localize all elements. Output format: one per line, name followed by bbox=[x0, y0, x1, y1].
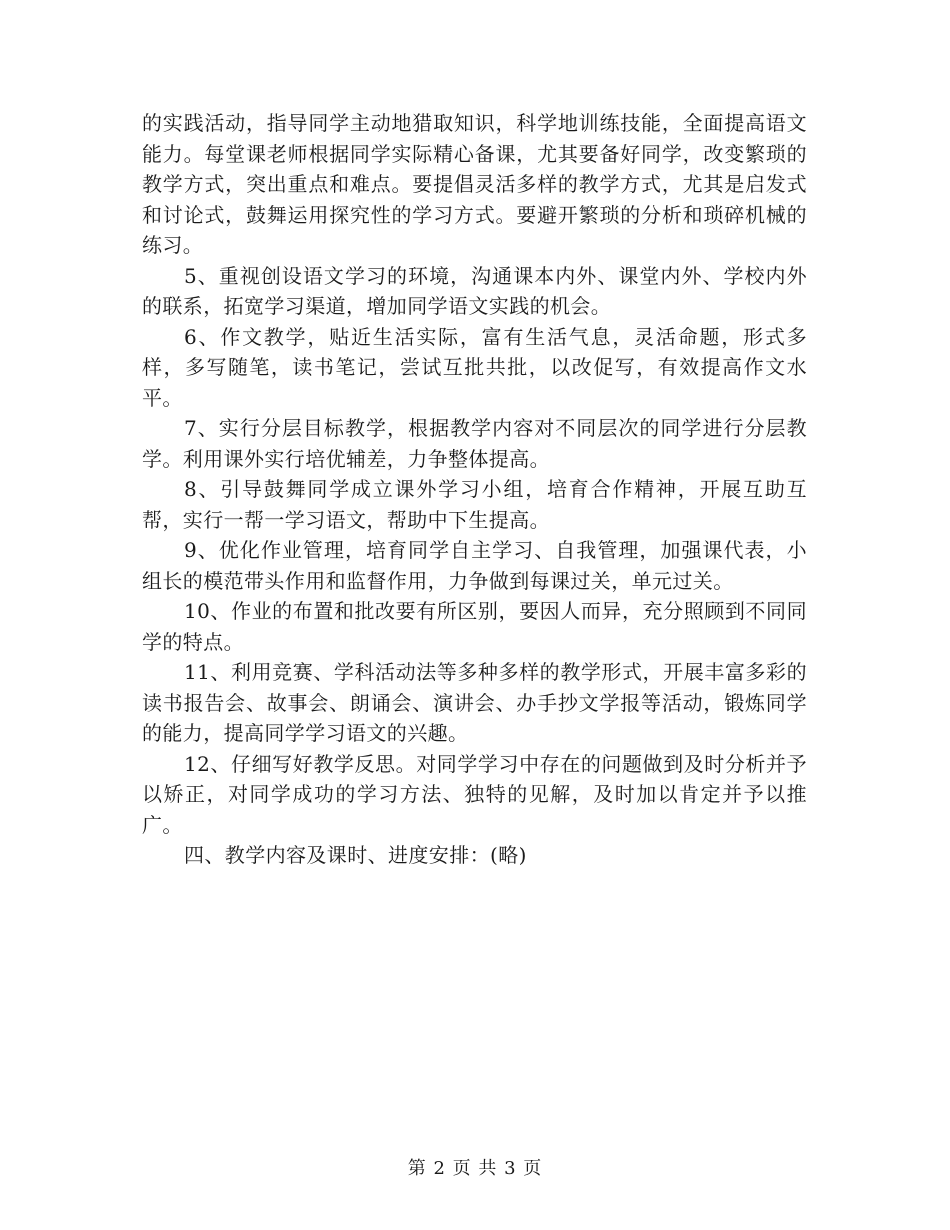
paragraph-item-10: 10、作业的布置和批改要有所区别，要因人而异，充分照顾到不同同学的特点。 bbox=[142, 599, 807, 654]
paragraph-item-5: 5、重视创设语文学习的环境，沟通课本内外、课堂内外、学校内外的联系，拓宽学习渠道，增加同学语文实践的机会。 bbox=[142, 263, 807, 318]
document-body bbox=[142, 108, 807, 871]
paragraph-continuation: 的实践活动，指导同学主动地猎取知识，科学地训练技能，全面提高语文能力。每堂课老师根据同学实际精心备课，尤其要备好同学，改变繁琐的教学方式，突出重点和难点。要提倡灵活多样的教学方式，尤其是启发式和讨论式，鼓舞运用探究性的学习方式。要避开繁琐的分析和琐碎机械的练习。 bbox=[142, 111, 807, 257]
paragraph-item-8: 8、引导鼓舞同学成立课外学习小组，培育合作精神，开展互助互帮，实行一帮一学习语文，帮助中下生提高。 bbox=[142, 477, 807, 532]
section-heading-four: 四、教学内容及课时、进度安排：(略) bbox=[184, 843, 527, 867]
page-footer bbox=[0, 1154, 950, 1180]
page-number-label: 第 2 页 共 3 页 bbox=[407, 1158, 543, 1179]
paragraph-item-6: 6、作文教学，贴近生活实际，富有生活气息，灵活命题，形式多样，多写随笔，读书笔记，尝试互批共批，以改促写，有效提高作文水平。 bbox=[142, 324, 807, 410]
paragraph-item-7: 7、实行分层目标教学，根据教学内容对不同层次的同学进行分层教学。利用课外实行培优辅差，力争整体提高。 bbox=[142, 416, 807, 471]
paragraph-item-12: 12、仔细写好教学反思。对同学学习中存在的问题做到及时分析并予以矫正，对同学成功的学习方法、独特的见解，及时加以肯定并予以推广。 bbox=[142, 751, 807, 837]
paragraph-item-9: 9、优化作业管理，培育同学自主学习、自我管理，加强课代表，小组长的模范带头作用和监督作用，力争做到每课过关，单元过关。 bbox=[142, 538, 807, 593]
paragraph-item-11: 11、利用竞赛、学科活动法等多种多样的教学形式，开展丰富多彩的读书报告会、故事会、朗诵会、演讲会、办手抄文学报等活动，锻炼同学的能力，提高同学学习语文的兴趣。 bbox=[142, 660, 807, 745]
